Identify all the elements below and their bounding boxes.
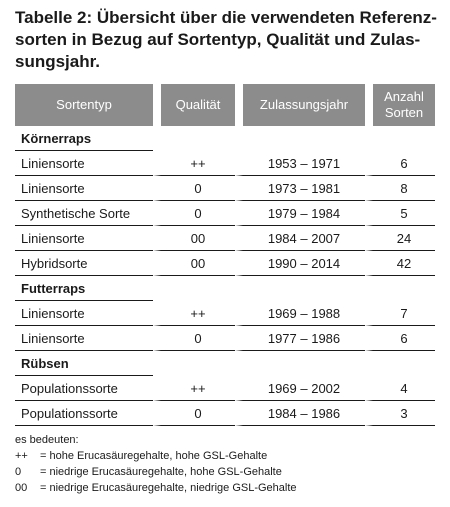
group-label: Körnerraps — [15, 126, 153, 151]
cell-sortentyp: Liniensorte — [15, 326, 153, 351]
legend-symbol: 0 — [15, 466, 22, 478]
cell-zulassungsjahr: 1984 – 1986 — [235, 401, 365, 426]
table-row — [15, 151, 435, 176]
cell-sortentyp: Synthetische Sorte — [15, 201, 153, 226]
caption-line: sorten in Bezug auf Sortentyp, Qualität und Zulas- — [15, 30, 421, 49]
table-row — [15, 376, 435, 401]
cell-anzahl: 24 — [365, 226, 435, 251]
legend-text: = hohe Erucasäuregehalte, hohe GSL-Gehalte — [40, 450, 268, 462]
cell-zulassungsjahr: 1979 – 1984 — [235, 201, 365, 226]
table-caption — [15, 7, 440, 73]
legend-item — [15, 480, 297, 496]
header-zulassungsjahr: Zulassungsjahr — [235, 84, 365, 126]
header-qualitaet: Qualität — [153, 84, 235, 126]
cell-qualitaet: 0 — [153, 326, 235, 351]
group-label: Futterraps — [15, 276, 153, 301]
cell-qualitaet: 0 — [153, 201, 235, 226]
table-row — [15, 226, 435, 251]
cell-anzahl: 6 — [365, 326, 435, 351]
cell-sortentyp: Populationssorte — [15, 401, 153, 426]
legend-intro: es bedeuten: — [15, 434, 79, 446]
reference-varieties-table — [15, 84, 435, 426]
cell-anzahl: 7 — [365, 301, 435, 326]
cell-zulassungsjahr: 1984 – 2007 — [235, 226, 365, 251]
cell-zulassungsjahr: 1973 – 1981 — [235, 176, 365, 201]
table-header-row — [15, 84, 435, 126]
table-row — [15, 201, 435, 226]
table-row — [15, 401, 435, 426]
cell-qualitaet: ++ — [153, 151, 235, 176]
cell-sortentyp: Liniensorte — [15, 151, 153, 176]
cell-anzahl: 6 — [365, 151, 435, 176]
group-label: Rübsen — [15, 351, 153, 376]
legend-symbol: 00 — [15, 482, 28, 494]
cell-zulassungsjahr: 1969 – 2002 — [235, 376, 365, 401]
cell-sortentyp: Hybridsorte — [15, 251, 153, 276]
legend-text: = niedrige Erucasäuregehalte, hohe GSL-Gehalte — [40, 466, 282, 478]
cell-zulassungsjahr: 1977 – 1986 — [235, 326, 365, 351]
table-row — [15, 176, 435, 201]
cell-sortentyp: Populationssorte — [15, 376, 153, 401]
table-row — [15, 326, 435, 351]
cell-zulassungsjahr: 1953 – 1971 — [235, 151, 365, 176]
table-row — [15, 251, 435, 276]
cell-anzahl: 5 — [365, 201, 435, 226]
group-row — [15, 126, 435, 151]
cell-sortentyp: Liniensorte — [15, 226, 153, 251]
table-legend — [15, 432, 297, 496]
header-anzahl-line1: Anzahl — [384, 89, 424, 104]
group-row — [15, 276, 435, 301]
legend-text: = niedrige Erucasäuregehalte, niedrige GSL-Gehalte — [40, 482, 297, 494]
caption-line: sungsjahr. — [15, 52, 101, 71]
cell-qualitaet: 0 — [153, 401, 235, 426]
caption-line: Tabelle 2: Übersicht über die verwendeten Referenz- — [15, 8, 437, 27]
legend-item — [15, 464, 297, 480]
group-row — [15, 351, 435, 376]
cell-anzahl: 42 — [365, 251, 435, 276]
legend-item — [15, 448, 297, 464]
cell-qualitaet: ++ — [153, 301, 235, 326]
cell-zulassungsjahr: 1969 – 1988 — [235, 301, 365, 326]
cell-anzahl: 4 — [365, 376, 435, 401]
header-sortentyp: Sortentyp — [15, 84, 153, 126]
cell-qualitaet: 00 — [153, 251, 235, 276]
cell-anzahl: 3 — [365, 401, 435, 426]
cell-qualitaet: 0 — [153, 176, 235, 201]
header-anzahl-sorten — [365, 84, 435, 126]
table-row — [15, 301, 435, 326]
header-anzahl-line2: Sorten — [384, 105, 424, 120]
legend-symbol: ++ — [15, 450, 28, 462]
cell-qualitaet: ++ — [153, 376, 235, 401]
cell-qualitaet: 00 — [153, 226, 235, 251]
cell-zulassungsjahr: 1990 – 2014 — [235, 251, 365, 276]
cell-sortentyp: Liniensorte — [15, 176, 153, 201]
cell-anzahl: 8 — [365, 176, 435, 201]
cell-sortentyp: Liniensorte — [15, 301, 153, 326]
